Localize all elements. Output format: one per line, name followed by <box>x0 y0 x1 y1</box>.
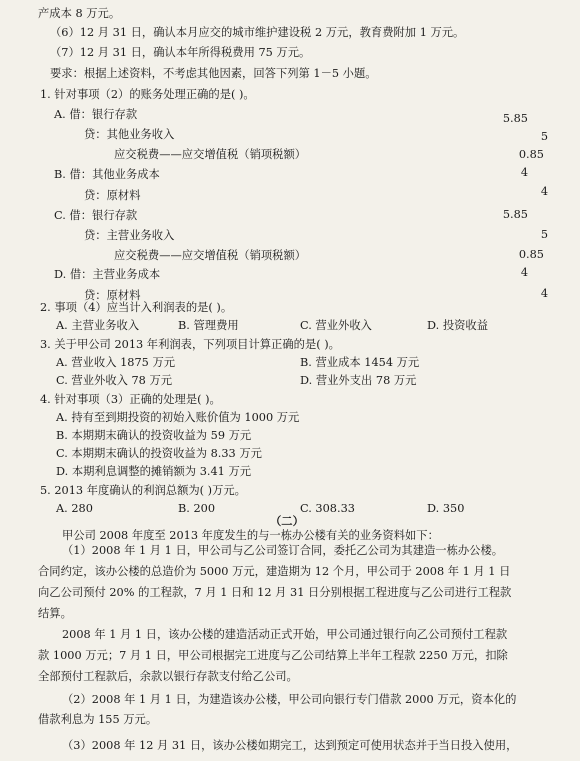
q1-d-credit: 贷：原材料 <box>84 289 141 302</box>
section-intro: 甲公司 2008 年度至 2013 年度发生的与一栋办公楼有关的业务资料如下： <box>62 529 439 542</box>
q1-c-credit: 贷：主营业务收入 <box>84 229 175 242</box>
q1-amount: 0.85 <box>518 148 544 161</box>
top-line-0: 产成本 8 万元。 <box>38 7 121 20</box>
q2-option-c: C. 营业外收入 <box>300 319 372 332</box>
top-line-2: （7）12 月 31 日，确认本年所得税费用 75 万元。 <box>50 46 311 59</box>
q4-option-b: B. 本期期末确认的投资收益为 59 万元 <box>56 429 252 442</box>
section-p2-line: 全部预付工程款后，余款以银行存款支付给乙公司。 <box>38 670 298 683</box>
q1-b-debit: B. 借：其他业务成本 <box>54 168 160 181</box>
q1-amount: 5.85 <box>502 208 528 221</box>
q1-amount: 4 <box>540 185 548 198</box>
q3-stem: 3. 关于甲公司 2013 年利润表，下列项目计算正确的是( )。 <box>40 338 340 351</box>
q1-c-credit-tax: 应交税费——应交增值税（销项税额） <box>114 249 307 262</box>
q1-amount: 5 <box>540 228 548 241</box>
q4-option-c: C. 本期期末确认的投资收益为 8.33 万元 <box>56 447 262 460</box>
section-p2-line: 2008 年 1 月 1 日，该办公楼的建造活动正式开始，甲公司通过银行向乙公司预付工程款 <box>62 628 508 641</box>
q3-option-a: A. 营业收入 1875 万元 <box>56 356 176 369</box>
q3-option-c: C. 营业外收入 78 万元 <box>56 374 173 387</box>
q1-amount: 4 <box>520 166 528 179</box>
q2-option-a: A. 主营业务收入 <box>56 319 140 332</box>
q2-stem: 2. 事项（4）应当计入利润表的是( )。 <box>40 301 233 314</box>
q1-b-credit: 贷：原材料 <box>84 189 141 202</box>
section-p1-line: 向乙公司预付 20% 的工程款，7 月 1 日和 12 月 31 日分别根据工程进度与乙公司进行工程款 <box>38 586 512 599</box>
section-p1-line: 合同约定，该办公楼的总造价为 5000 万元，建造期为 12 个月，甲公司于 2008 年 1 月 1 日 <box>38 565 511 578</box>
q1-a-credit: 贷：其他业务收入 <box>84 128 175 141</box>
q5-option-d: D. 350 <box>427 502 465 515</box>
section-p1-line: 结算。 <box>38 607 72 620</box>
q4-option-d: D. 本期利息调整的摊销额为 3.41 万元 <box>56 465 252 478</box>
q4-option-a: A. 持有至到期投资的初始入账价值为 1000 万元 <box>56 411 300 424</box>
q5-stem: 5. 2013 年度确认的利润总额为( )万元。 <box>40 484 246 497</box>
q5-option-c: C. 308.33 <box>300 502 355 515</box>
section-p2-line: 款 1000 万元；7 月 1 日，甲公司根据完工进度与乙公司结算上半年工程款 2250 万元，扣除 <box>38 649 508 662</box>
q5-option-a: A. 280 <box>56 502 93 515</box>
top-line-3: 要求：根据上述资料，不考虑其他因素，回答下列第 1－5 小题。 <box>50 67 377 80</box>
section-p4-line: （3）2008 年 12 月 31 日，该办公楼如期完工，达到预定可使用状态并于当日投入使用， <box>62 739 518 752</box>
section-p3-line: （2）2008 年 1 月 1 日，为建造该办公楼，甲公司向银行专门借款 2000 万元，资本化的 <box>62 693 517 706</box>
q2-option-b: B. 管理费用 <box>178 319 239 332</box>
q1-d-debit: D. 借：主营业务成本 <box>54 268 161 281</box>
q1-amount: 5 <box>540 130 548 143</box>
q3-option-d: D. 营业外支出 78 万元 <box>300 374 417 387</box>
q1-amount: 4 <box>520 266 528 279</box>
q1-stem: 1. 针对事项（2）的账务处理正确的是( )。 <box>40 88 255 101</box>
q3-option-b: B. 营业成本 1454 万元 <box>300 356 420 369</box>
section-p1-line: （1）2008 年 1 月 1 日，甲公司与乙公司签订合同，委托乙公司为其建造一栋办公楼。 <box>62 544 504 557</box>
q1-a-debit: A. 借：银行存款 <box>54 108 138 121</box>
q1-amount: 0.85 <box>518 248 544 261</box>
q1-c-debit: C. 借：银行存款 <box>54 209 138 222</box>
q4-stem: 4. 针对事项（3）正确的处理是( )。 <box>40 393 221 406</box>
q1-amount: 4 <box>540 287 548 300</box>
q1-amount: 5.85 <box>502 112 528 125</box>
section-heading: （二） <box>270 514 304 528</box>
q1-a-credit-tax: 应交税费——应交增值税（销项税额） <box>114 148 307 161</box>
q2-option-d: D. 投资收益 <box>427 319 489 332</box>
section-p3-line: 借款利息为 155 万元。 <box>38 713 158 726</box>
top-line-1: （6）12 月 31 日，确认本月应交的城市维护建设税 2 万元，教育费附加 1 万元。 <box>50 26 465 39</box>
q5-option-b: B. 200 <box>178 502 216 515</box>
